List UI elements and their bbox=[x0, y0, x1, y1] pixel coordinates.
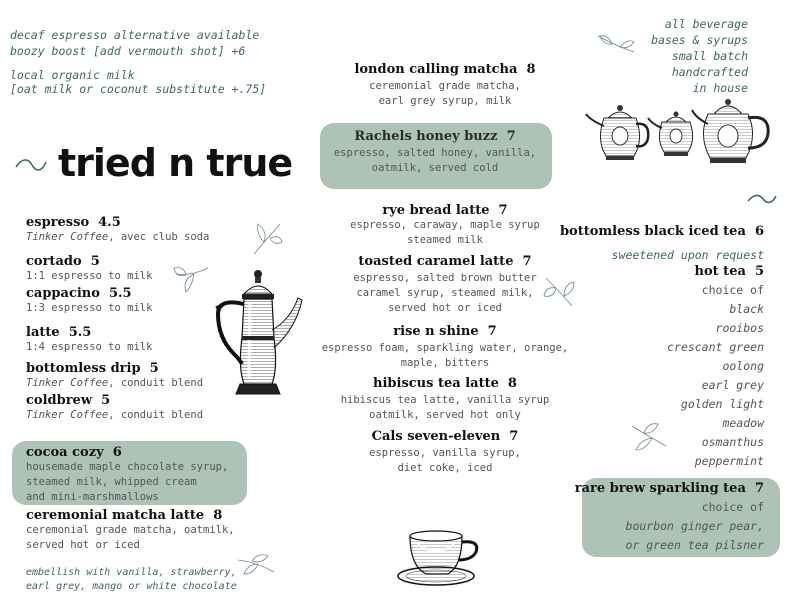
tea-option: oolong bbox=[722, 359, 764, 373]
leaf-sprig-icon bbox=[596, 32, 636, 56]
tea-option: meadow bbox=[722, 416, 764, 430]
item-name: cortado bbox=[26, 254, 82, 269]
item-name: cappacino bbox=[26, 286, 100, 301]
item-name: toasted caramel latte bbox=[358, 254, 514, 269]
item-name: coldbrew bbox=[26, 393, 93, 408]
item-desc: , conduit blend bbox=[108, 377, 204, 389]
menu-item-bottomless-drip bbox=[26, 361, 209, 391]
item-name: rye bread latte bbox=[382, 203, 490, 218]
item-price: 5.5 bbox=[108, 286, 132, 301]
note-milk-substitute: [oat milk or coconut substitute +.75] bbox=[10, 82, 267, 96]
item-name: Rachels honey buzz bbox=[354, 129, 498, 144]
menu-item-coldbrew bbox=[26, 393, 209, 423]
tea-choice-label: choice of bbox=[701, 283, 764, 297]
item-name: hibiscus tea latte bbox=[373, 376, 499, 391]
coffee-pot-illustration bbox=[214, 268, 306, 398]
leaf-sprig-icon bbox=[250, 220, 284, 256]
item-price: 7 bbox=[498, 203, 508, 218]
rare-brew-choice-label: choice of bbox=[701, 500, 764, 514]
item-desc-line: diet coke, iced bbox=[397, 462, 493, 474]
note-bases-syrups: bases & syrups bbox=[651, 33, 748, 47]
item-price: 8 bbox=[507, 376, 517, 391]
item-desc-line: maple, bitters bbox=[400, 357, 490, 369]
item-desc: , avec club soda bbox=[108, 231, 210, 243]
tea-option: earl grey bbox=[701, 378, 764, 392]
leaf-sprig-icon bbox=[172, 262, 212, 294]
embellish-line: earl grey, mango or white chocolate bbox=[26, 581, 237, 592]
sweetened-note: sweetened upon request bbox=[611, 248, 764, 262]
item-name: hot tea bbox=[694, 264, 746, 279]
item-brand: Tinker Coffee bbox=[26, 231, 109, 243]
tilde-squiggle-icon bbox=[14, 158, 48, 172]
item-desc-line: earl grey syrup, milk bbox=[378, 95, 512, 107]
tea-option: crescant green bbox=[667, 340, 764, 354]
item-desc-line: espresso, salted brown butter bbox=[353, 272, 537, 284]
item-name: latte bbox=[26, 325, 60, 340]
item-desc-line: served hot or iced bbox=[26, 539, 140, 551]
item-name: Cals seven-eleven bbox=[371, 429, 501, 444]
item-price: 7 bbox=[487, 324, 497, 339]
menu-item-cals-seven-eleven bbox=[305, 429, 585, 476]
item-desc-line: espresso foam, sparkling water, orange, bbox=[321, 342, 569, 354]
menu-item-espresso bbox=[26, 215, 209, 245]
item-desc-line: espresso, caraway, maple syrup bbox=[350, 219, 540, 231]
embellish-line: embellish with vanilla, strawberry, bbox=[26, 567, 237, 578]
tilde-squiggle-icon bbox=[746, 192, 778, 206]
item-desc: 1:1 espresso to milk bbox=[26, 270, 153, 282]
item-name: bottomless black iced tea bbox=[559, 224, 746, 239]
note-all-beverage: all beverage bbox=[664, 17, 748, 31]
tea-option: black bbox=[729, 302, 764, 316]
item-price: 6 bbox=[754, 224, 764, 239]
note-boozy-boost: boozy boost [add vermouth shot] +6 bbox=[10, 44, 246, 58]
item-name: espresso bbox=[26, 215, 90, 230]
menu-item-rise-n-shine bbox=[305, 324, 585, 371]
item-price: 5 bbox=[101, 393, 111, 408]
item-desc-line: served hot or iced bbox=[388, 302, 502, 314]
menu-item-london-calling-matcha bbox=[305, 62, 585, 109]
item-desc-line: espresso, salted honey, vanilla, bbox=[333, 147, 537, 159]
note-in-house: in house bbox=[692, 81, 748, 95]
item-price: 6 bbox=[112, 445, 122, 460]
menu-item-bottomless-black-iced-tea bbox=[560, 224, 764, 262]
tea-option: osmanthus bbox=[701, 435, 764, 449]
item-name: bottomless drip bbox=[26, 361, 141, 376]
item-name: rare brew sparkling tea bbox=[574, 481, 746, 496]
top-left-notes bbox=[10, 28, 266, 96]
tea-option: golden light bbox=[680, 397, 764, 411]
leaf-sprig-icon bbox=[630, 420, 668, 454]
note-organic-milk: local organic milk bbox=[10, 68, 135, 82]
item-desc-line: ceremonial grade matcha, oatmilk, bbox=[26, 524, 235, 536]
item-price: 5 bbox=[90, 254, 100, 269]
item-price: 4.5 bbox=[98, 215, 121, 230]
item-brand: Tinker Coffee bbox=[26, 409, 109, 421]
tea-option: rooibos bbox=[715, 321, 764, 335]
rare-brew-option: bourbon ginger pear, bbox=[625, 519, 764, 533]
note-handcrafted: handcrafted bbox=[671, 65, 748, 79]
item-price: 5 bbox=[149, 361, 159, 376]
menu-item-rye-bread-latte bbox=[305, 203, 585, 248]
tea-option: peppermint bbox=[694, 454, 764, 468]
item-price: 7 bbox=[754, 481, 764, 496]
item-price: 5 bbox=[754, 264, 764, 279]
item-desc-line: ceremonial grade matcha, bbox=[369, 80, 521, 92]
hot-tea-options bbox=[667, 281, 764, 471]
rare-brew-options bbox=[575, 498, 764, 555]
menu-item-cocoa-cozy bbox=[26, 445, 228, 505]
menu-item-hibiscus-tea-latte bbox=[305, 376, 585, 423]
item-desc-line: housemade maple chocolate syrup, bbox=[26, 461, 229, 473]
item-price: 7 bbox=[522, 254, 532, 269]
item-desc-line: espresso, vanilla syrup, bbox=[369, 447, 521, 459]
item-name: ceremonial matcha latte bbox=[26, 508, 205, 523]
leaf-sprig-icon bbox=[542, 274, 576, 310]
item-desc-line: hibiscus tea latte, vanilla syrup bbox=[340, 394, 550, 406]
left-menu-column bbox=[26, 215, 209, 423]
item-desc-line: caramel syrup, steamed milk, bbox=[356, 287, 534, 299]
teapots-illustration bbox=[584, 96, 774, 168]
note-small-batch: small batch bbox=[671, 49, 748, 63]
menu-item-rare-brew-sparkling-tea bbox=[575, 481, 764, 555]
item-desc: 1:3 espresso to milk bbox=[26, 302, 153, 314]
item-desc-line: oatmilk, served hot only bbox=[369, 409, 521, 421]
item-price: 8 bbox=[213, 508, 223, 523]
item-name: rise n shine bbox=[393, 324, 479, 339]
item-desc: 1:4 espresso to milk bbox=[26, 341, 153, 353]
item-price: 5.5 bbox=[68, 325, 92, 340]
item-name: cocoa cozy bbox=[26, 445, 104, 460]
leaf-sprig-icon bbox=[236, 552, 276, 578]
item-price: 7 bbox=[509, 429, 519, 444]
top-right-notes bbox=[651, 16, 748, 96]
embellish-note bbox=[26, 566, 237, 594]
item-desc-line: and mini-marshmallows bbox=[26, 491, 159, 503]
item-desc-line: steamed milk, whipped cream bbox=[26, 476, 197, 488]
note-decaf: decaf espresso alternative available bbox=[10, 28, 260, 42]
item-price: 8 bbox=[526, 62, 536, 77]
menu-item-rachels-honey-buzz bbox=[305, 129, 565, 176]
item-price: 7 bbox=[506, 129, 516, 144]
section-title: tried n true bbox=[58, 141, 293, 185]
rare-brew-option: or green tea pilsner bbox=[625, 538, 764, 552]
menu-item-hot-tea bbox=[667, 264, 764, 471]
item-name: london calling matcha bbox=[354, 62, 518, 77]
menu-item-latte bbox=[26, 325, 209, 355]
item-desc-line: steamed milk bbox=[407, 234, 483, 246]
menu-item-ceremonial-matcha-latte bbox=[26, 508, 235, 553]
item-brand: Tinker Coffee bbox=[26, 377, 109, 389]
item-desc: , conduit blend bbox=[108, 409, 204, 421]
item-desc-line: oatmilk, served cold bbox=[371, 162, 499, 174]
teacup-illustration bbox=[396, 526, 482, 590]
